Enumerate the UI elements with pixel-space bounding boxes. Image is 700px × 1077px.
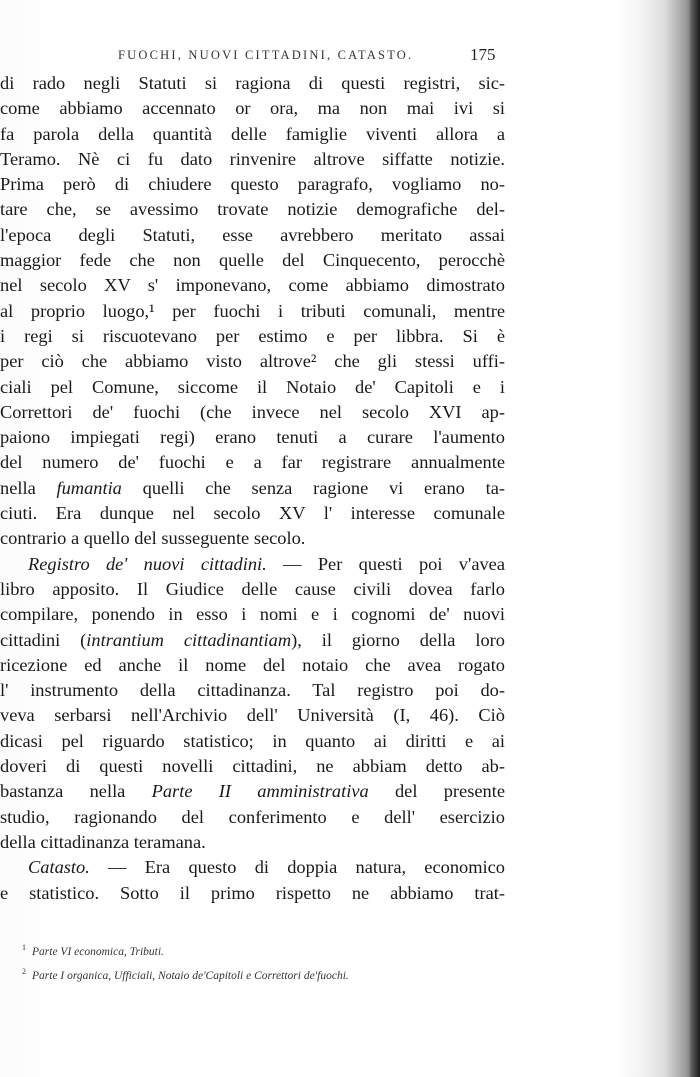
- text-line: contrario a quello del susseguente secolo.: [0, 528, 306, 549]
- text-line: tare che, se avessimo trovate notizie demografiche del-: [0, 199, 505, 220]
- text-line: nella fumantia quelli che senza ragione vi erano ta-: [0, 477, 505, 498]
- text-line: studio, ragionando del conferimento e dell' esercizio: [0, 806, 505, 827]
- text-line: libro apposito. Il Giudice delle cause civili dovea farlo: [0, 578, 505, 599]
- footnote: [22, 962, 502, 986]
- text-line: della cittadinanza teramana.: [0, 831, 206, 852]
- footnote: [22, 938, 502, 962]
- footnote-text: Parte I organica, Ufficiali, Notaio de'Capitoli e Correttori de'fuochi.: [32, 969, 349, 982]
- text-line: compilare, ponendo in esso i nomi e i cognomi de' nuovi: [0, 604, 505, 625]
- body-text: [0, 71, 505, 906]
- running-head: FUOCHI, NUOVI CITTADINI, CATASTO.: [118, 48, 414, 62]
- text-line: cittadini (intrantium cittadinantiam), il giorno della loro: [0, 629, 505, 650]
- text-line: ricezione ed anche il nome del notaio che avea rogato: [0, 654, 505, 675]
- italic-phrase: intrantium cittadinantiam: [86, 629, 292, 650]
- text-line: fa parola della quantità delle famiglie viventi allora a: [0, 123, 505, 144]
- text-line: bastanza nella Parte II amministrativa del presente: [0, 781, 505, 802]
- text-line: maggior fede che non quelle del Cinquecento, perocchè: [0, 250, 505, 271]
- italic-phrase: Registro de' nuovi cittadini.: [28, 553, 267, 574]
- text-line: di rado negli Statuti si ragiona di questi registri, sic-: [0, 73, 505, 93]
- text-line: i regi si riscuotevano per estimo e per libbra. Si è: [0, 325, 505, 346]
- text-line: del numero de' fuochi e a far registrare annualmente: [0, 452, 505, 473]
- text-line: come abbiamo accennato or ora, ma non mai ivi si: [0, 98, 505, 119]
- footnotes: [22, 938, 502, 986]
- text-line: ciuti. Era dunque nel secolo XV l' interesse comunale: [0, 503, 505, 524]
- section-heading-line: Catasto. — Era questo di doppia natura, economico: [28, 857, 505, 878]
- text-line: doveri di questi novelli cittadini, ne abbiam detto ab-: [0, 756, 505, 777]
- footnote-mark: 2: [22, 966, 26, 976]
- page-number: 175: [470, 45, 496, 64]
- text-line: Prima però di chiudere questo paragrafo, vogliamo no-: [0, 174, 505, 195]
- text-line: Teramo. Nè ci fu dato rinvenire altrove siffatte notizie.: [0, 148, 505, 169]
- italic-phrase: Catasto.: [28, 857, 90, 878]
- text-line: Correttori de' fuochi (che invece nel secolo XVI ap-: [0, 401, 505, 422]
- scan-edge-shadow: [690, 0, 700, 1077]
- text-line: paiono impiegati regi) erano tenuti a curare l'aumento: [0, 427, 505, 448]
- page-header: [0, 45, 520, 68]
- text-line: e statistico. Sotto il primo rispetto ne abbiamo trat-: [0, 882, 505, 903]
- text-line: dicasi pel riguardo statistico; in quanto ai diritti e ai: [0, 730, 505, 751]
- text-line: ciali pel Comune, siccome il Notaio de' Capitoli e i: [0, 376, 505, 397]
- text-line: l'epoca degli Statuti, esse avrebbero meritato assai: [0, 224, 505, 245]
- italic-phrase: Parte II amministrativa: [151, 781, 369, 802]
- text-line: per ciò che abbiamo visto altrove² che gli stessi uffi-: [0, 351, 505, 372]
- italic-phrase: fumantia: [56, 477, 122, 498]
- text-line: nel secolo XV s' imponevano, come abbiamo dimostrato: [0, 275, 505, 296]
- text-line: l' instrumento della cittadinanza. Tal registro poi do-: [0, 680, 505, 701]
- footnote-text: Parte VI economica, Tributi.: [32, 945, 164, 958]
- footnote-mark: 1: [22, 943, 26, 952]
- section-heading-line: Registro de' nuovi cittadini. — Per questi poi v'avea: [28, 553, 505, 574]
- text-line: al proprio luogo,¹ per fuochi i tributi comunali, mentre: [0, 300, 505, 321]
- text-line: veva serbarsi nell'Archivio dell' Università (I, 46). Ciò: [0, 705, 505, 726]
